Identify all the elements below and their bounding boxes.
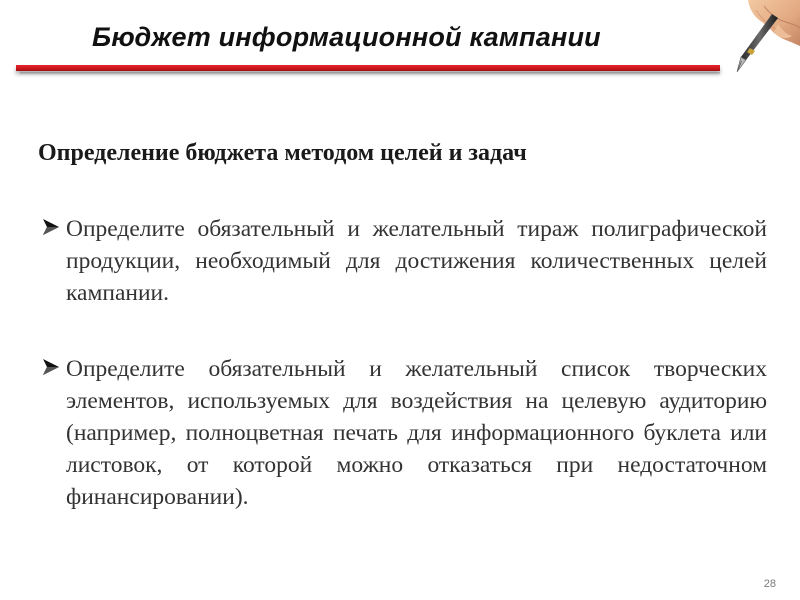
- section-heading: Определение бюджета методом целей и задач: [38, 140, 527, 166]
- title-underline-shadow: [20, 72, 720, 75]
- arrow-bullet-icon: [40, 356, 62, 378]
- bullet-text: Определите обязательный и желательный список творческих элементов, используемых для воздействия на целевую аудиторию (например, полноцветная печать для информационного буклета или листовок, от которой можно отказаться при недостаточном финансировании).: [66, 356, 767, 510]
- bullet-text: Определите обязательный и желательный тираж полиграфической продукции, необходимый для достижения количественных целей кампании.: [66, 216, 767, 306]
- bullet-item: [40, 353, 770, 513]
- page-number: 28: [763, 578, 776, 590]
- hand-with-pen-icon: [720, 0, 800, 80]
- slide-title: Бюджет информационной кампании: [92, 22, 601, 52]
- arrow-bullet-icon: [40, 216, 62, 238]
- bullet-item: [40, 213, 770, 309]
- title-underline: [16, 65, 720, 71]
